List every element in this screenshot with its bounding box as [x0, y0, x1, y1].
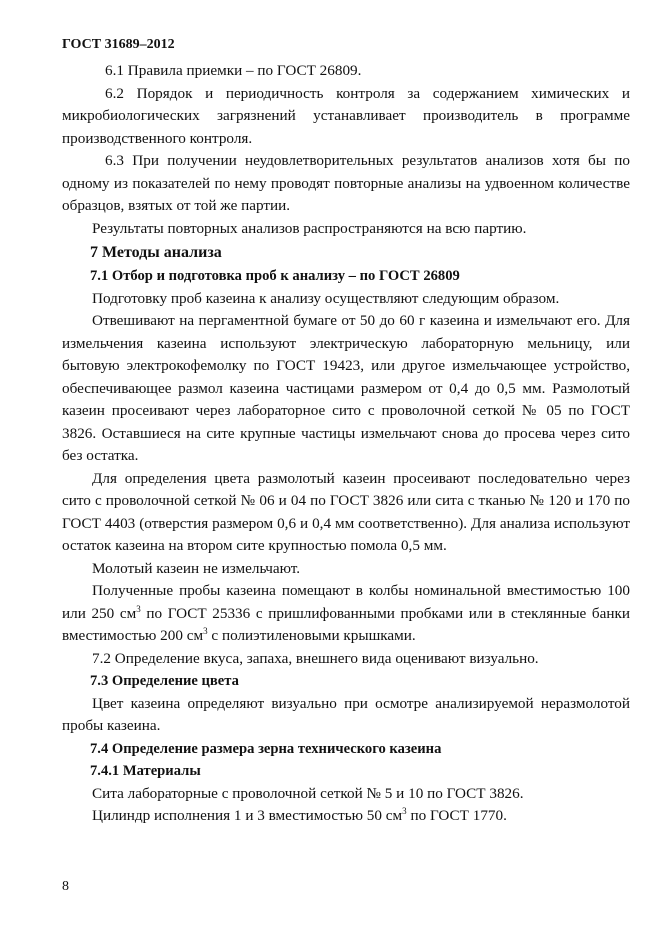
- samples-text-b: по ГОСТ 25336 с пришлифованными пробками или в стеклянные банки вместимостью 200 см: [62, 604, 630, 644]
- paragraph-sample-prep: Подготовку проб казеина к анализу осуществляют следующим образом.: [92, 289, 560, 307]
- samples-text-a: Полученные пробы казеина помещают в колбы номинальной вместимостью 100 или 250 см: [62, 582, 630, 622]
- section-heading-7: 7 Методы анализа: [90, 244, 222, 261]
- superscript-cube: 3: [402, 806, 407, 816]
- paragraph-repeat-results: Результаты повторных анализов распространяются на всю партию.: [92, 219, 527, 237]
- paragraph-ground-casein: Молотый казеин не измельчают.: [92, 559, 301, 577]
- superscript-cube: 3: [136, 603, 141, 614]
- section-heading-7-4: 7.4 Определение размера зерна технического казеина: [90, 740, 442, 757]
- paragraph-6-2: 6.2 Порядок и периодичность контроля за содержанием химических и микробиологических загрязнений устанавливает производитель в программе производственного контроля.: [62, 84, 630, 147]
- superscript-cube: 3: [203, 626, 208, 636]
- document-header: ГОСТ 31689–2012: [62, 37, 175, 52]
- section-heading-7-1: 7.1 Отбор и подготовка проб к анализу – по ГОСТ 26809: [90, 268, 460, 284]
- samples-text-c: с полиэтиленовыми крышками.: [207, 627, 416, 644]
- cylinder-text-a: Цилиндр исполнения 1 и 3 вместимостью 50 см: [92, 807, 403, 824]
- paragraph-6-3: 6.3 При получении неудовлетворительных результатов анализов хотя бы по одному из показателей по нему проводят повторные анализы на удвоенном количестве образцов, взятых от той же партии.: [62, 152, 630, 214]
- paragraph-7-2: 7.2 Определение вкуса, запаха, внешнего вида оценивают визуально.: [92, 649, 539, 667]
- document-page: [62, 36, 630, 828]
- paragraph-cylinder: [62, 805, 630, 828]
- cylinder-text-b: по ГОСТ 1770.: [406, 807, 507, 824]
- paragraph-color-determination: Для определения цвета размолотый казеин просеивают последовательно через сито с проволочной сеткой № 06 и 04 по ГОСТ 3826 или сита с тканью № 120 и 170 по ГОСТ 4403 (отверстия размером 0,6 и 0,4 мм соответственно). Для анализа используют остаток казеина на втором сите крупностью помола 0,5 мм.: [62, 469, 630, 554]
- paragraph-color: Цвет казеина определяют визуально при осмотре анализируемой неразмолотой пробы казеина.: [62, 694, 630, 734]
- paragraph-weighing: Отвешивают на пергаментной бумаге от 50 до 60 г казеина и измельчают его. Для измельчения казеина используют электрическую лабораторную мельницу, или бытовую электрокофемолку по ГОСТ 19423, или другое измельчающее устройство, обеспечивающее размол казеина частицами размером от 0,4 до 0,5 мм. Размолотый казеин просеивают через лабораторное сито с проволочной сеткой № 05 по ГОСТ 3826. Оставшиеся на сите крупные частицы измельчают снова до просева через сито без остатка.: [62, 312, 630, 464]
- paragraph-6-1: 6.1 Правила приемки – по ГОСТ 26809.: [105, 62, 362, 79]
- paragraph-sieves: Сита лабораторные с проволочной сеткой № 5 и 10 по ГОСТ 3826.: [92, 784, 524, 802]
- paragraph-samples-storage: [62, 580, 630, 648]
- page-number: 8: [62, 879, 69, 894]
- section-heading-7-3: 7.3 Определение цвета: [90, 673, 239, 689]
- section-heading-7-4-1: 7.4.1 Материалы: [90, 763, 201, 779]
